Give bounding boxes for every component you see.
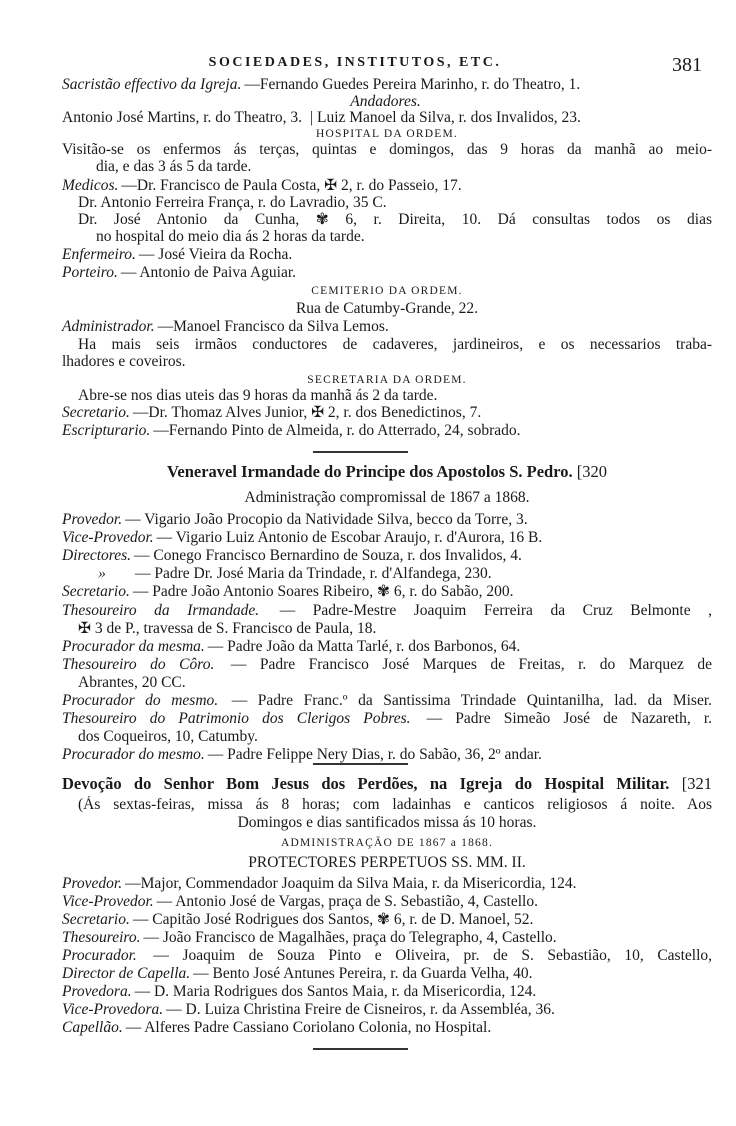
- entry-line: Capellão. — Alferes Padre Cassiano Coriolano Colonia, no Hospital.: [62, 1019, 492, 1036]
- entry-line: Procurador. — Joaquim de Souza Pinto e Oliveira, pr. de S. Sebastião, 10, Castello,: [62, 947, 712, 964]
- text-staff-cont: lhadores e coveiros.: [62, 353, 186, 370]
- entry-line: » — Padre Dr. José Maria da Trindade, r. d'Alfandega, 230.: [98, 565, 492, 582]
- entry-administrador: Administrador. —Manoel Francisco da Silva Lemos.: [62, 318, 389, 335]
- entry-medico-3-cont: no hospital do meio dia ás 2 horas da tarde.: [96, 228, 365, 245]
- entry-line: Procurador do mesmo. — Padre Felippe Nery Dias, r. do Sabão, 36, 2º andar.: [62, 746, 542, 763]
- text-hours: Abre-se nos dias uteis das 9 horas da manhã ás 2 da tarde.: [78, 387, 438, 404]
- section-title-320: Veneravel Irmandade do Principe dos Apostolos S. Pedro. [320: [166, 462, 608, 481]
- entry-medico-2: Dr. Antonio Ferreira França, r. do Lavradio, 35 C.: [78, 194, 387, 211]
- entry-line: Procurador da mesma. — Padre João da Matta Tarlé, r. dos Barbonos, 64.: [62, 638, 521, 655]
- entry-medico-3: Dr. José Antonio da Cunha, ✾ 6, r. Direita, 10. Dá consultas todos os dias: [78, 211, 712, 228]
- subheading-protectores: PROTECTORES PERPETUOS SS. MM. II.: [248, 854, 526, 871]
- entry-line: Directores. — Conego Francisco Bernardino de Souza, r. dos Invalidos, 4.: [62, 547, 522, 564]
- entry-enfermeiro: Enfermeiro. — José Vieira da Rocha.: [62, 246, 293, 263]
- entry-line: Provedor. — Vigario João Procopio da Natividade Silva, becco da Torre, 3.: [62, 511, 528, 528]
- running-header: SOCIEDADES, INSTITUTOS, ETC.: [208, 55, 502, 70]
- section-divider: [313, 1048, 408, 1050]
- cemiterio-address: Rua de Catumby-Grande, 22.: [295, 300, 479, 317]
- entry-line: Thesoureiro. — João Francisco de Magalhães, praça do Telegrapho, 4, Castello.: [62, 929, 557, 946]
- entry-line: Secretario. — Capitão José Rodrigues dos Santos, ✾ 6, r. de D. Manoel, 52.: [62, 911, 534, 928]
- entry-escripturario: Escripturario. —Fernando Pinto de Almeida, r. do Atterrado, 24, sobrado.: [62, 422, 521, 439]
- entry-line: Secretario. — Padre João Antonio Soares Ribeiro, ✾ 6, r. do Sabão, 200.: [62, 583, 514, 600]
- section-note: (Ás sextas-feiras, missa ás 8 horas; com ladainhas e canticos religiosos á noite. Aos: [78, 796, 712, 813]
- text-visits-cont: dia, e das 3 ás 5 da tarde.: [96, 158, 252, 175]
- entry-line: Vice-Provedora. — D. Luiza Christina Freire de Cisneiros, r. da Assembléa, 36.: [62, 1001, 555, 1018]
- entry-line: Director de Capella. — Bento José Antunes Pereira, r. da Guarda Velha, 40.: [62, 965, 533, 982]
- entry-sacristao: Sacristão effectivo da Igreja. —Fernando Guedes Pereira Marinho, r. do Theatro, 1.: [62, 76, 581, 93]
- section-subtitle-320: Administração compromissal de 1867 a 1868.: [244, 489, 530, 506]
- section-divider: [313, 763, 408, 765]
- entry-line: Thesoureiro do Côro. — Padre Francisco José Marques de Freitas, r. do Marquez de: [62, 656, 712, 673]
- subheading-andadores: Andadores.: [350, 93, 421, 110]
- text-visits: Visitão-se os enfermos ás terças, quintas e domingos, das 9 horas da manhã ao meio-: [62, 141, 712, 158]
- entry-line-cont: ✠ 3 de P., travessa de S. Francisco de Paula, 18.: [78, 620, 377, 637]
- entry-line: Vice-Provedor. — Vigario Luiz Antonio de Escobar Araujo, r. d'Aurora, 16 B.: [62, 529, 543, 546]
- subheading-administracao: ADMINISTRAÇÃO DE 1867 a 1868.: [280, 837, 494, 849]
- entry-line-cont: dos Coqueiros, 10, Catumby.: [78, 728, 258, 745]
- entry-porteiro: Porteiro. — Antonio de Paiva Aguiar.: [62, 264, 297, 281]
- subheading-secretaria: SECRETARIA DA ORDEM.: [307, 374, 467, 386]
- entry-line: Thesoureiro do Patrimonio dos Clerigos Pobres. — Padre Simeão José de Nazareth, r.: [62, 710, 712, 727]
- entry-line: Procurador do mesmo. — Padre Franc.º da Santissima Trindade Quintanilha, lad. da Miser.: [62, 692, 712, 709]
- entry-line: Thesoureiro da Irmandade. — Padre-Mestre Joaquim Ferreira da Cruz Belmonte ,: [62, 602, 712, 619]
- section-title-321: Devoção do Senhor Bom Jesus dos Perdões, na Igreja do Hospital Militar. [321: [62, 775, 712, 793]
- section-note-cont: Domingos e dias santificados missa ás 10 horas.: [237, 814, 537, 831]
- text-staff: Ha mais seis irmãos conductores de cadaveres, jardineiros, e os necessarios traba-: [78, 336, 712, 353]
- entry-andadores: Antonio José Martins, r. do Theatro, 3. | Luiz Manoel da Silva, r. dos Invalidos, 23.: [62, 109, 581, 126]
- entry-medicos: Medicos. —Dr. Francisco de Paula Costa, ✠ 2, r. do Passeio, 17.: [62, 177, 462, 194]
- subheading-hospital: HOSPITAL DA ORDEM.: [316, 128, 458, 140]
- entry-secretario: Secretario. —Dr. Thomaz Alves Junior, ✠ 2, r. dos Benedictinos, 7.: [62, 404, 482, 421]
- section-divider: [313, 451, 408, 453]
- entry-line-cont: Abrantes, 20 CC.: [78, 674, 186, 691]
- entry-line: Vice-Provedor. — Antonio José de Vargas, praça de S. Sebastião, 4, Castello.: [62, 893, 538, 910]
- page-number: 381: [672, 54, 702, 76]
- subheading-cemiterio: CEMITERIO DA ORDEM.: [311, 285, 463, 297]
- entry-line: Provedora. — D. Maria Rodrigues dos Santos Maia, r. da Misericordia, 124.: [62, 983, 537, 1000]
- entry-line: Provedor. —Major, Commendador Joaquim da Silva Maia, r. da Misericordia, 124.: [62, 875, 577, 892]
